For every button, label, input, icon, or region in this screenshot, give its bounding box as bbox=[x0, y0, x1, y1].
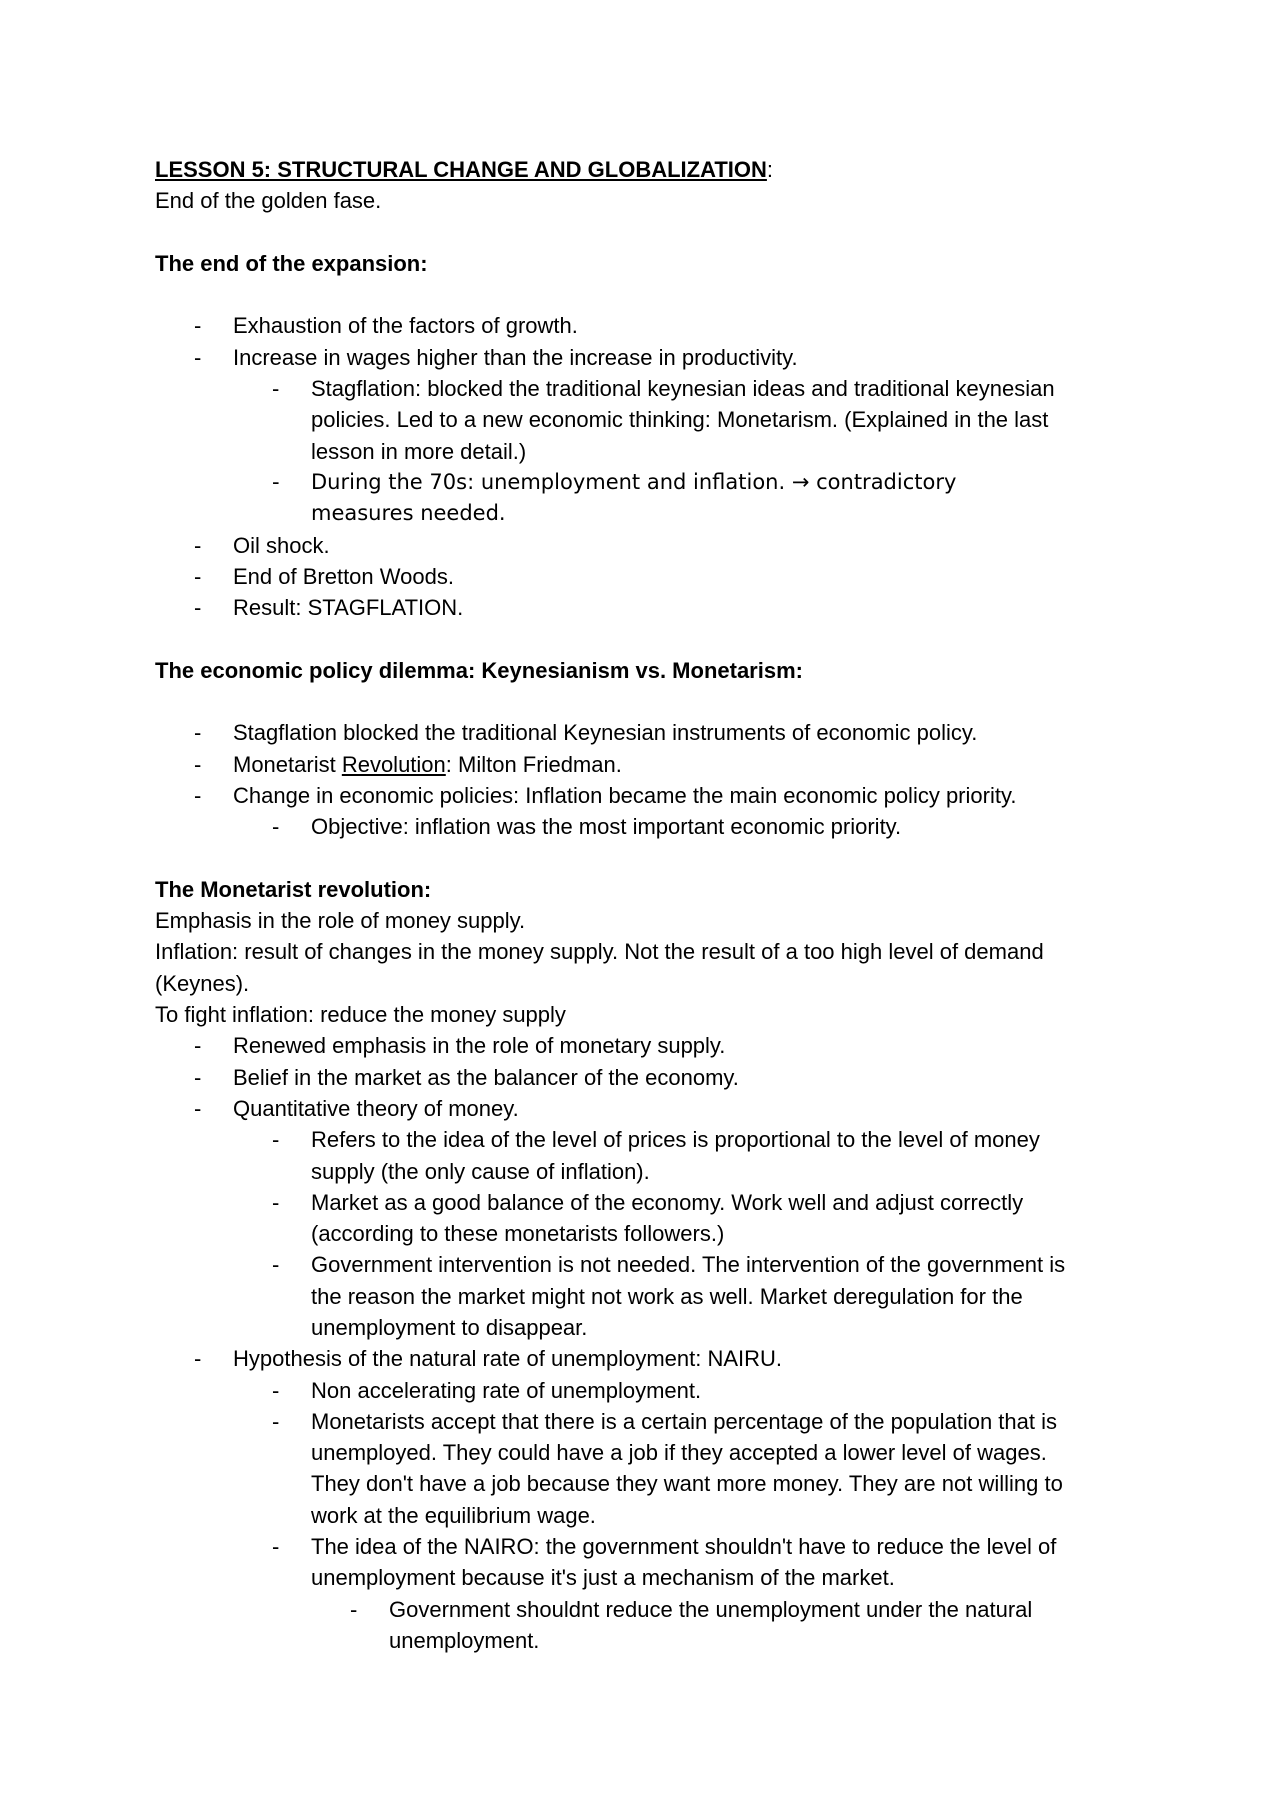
list-item-text: supply (the only cause of inflation). bbox=[311, 1158, 650, 1184]
list-item bbox=[155, 1375, 1135, 1406]
paragraph-line: Inflation: result of changes in the money supply. Not the result of a too high level of demand bbox=[155, 939, 1044, 965]
bullet-dash: - bbox=[350, 1596, 358, 1622]
list-item bbox=[155, 530, 1135, 561]
list-item-text: Result: STAGFLATION. bbox=[233, 595, 464, 621]
spacer bbox=[155, 686, 1135, 717]
bullet-dash: - bbox=[194, 720, 202, 746]
list-item bbox=[155, 592, 1135, 623]
bullet-dash: - bbox=[194, 344, 202, 370]
section-heading-end-of-expansion: The end of the expansion: bbox=[155, 250, 428, 276]
bullet-dash: - bbox=[272, 376, 280, 402]
bullet-dash: - bbox=[272, 814, 280, 840]
bullet-dash: - bbox=[272, 1408, 280, 1434]
list-item-text: Government intervention is not needed. The intervention of the government is bbox=[311, 1252, 1066, 1278]
lesson-heading: LESSON 5: STRUCTURAL CHANGE AND GLOBALIZATION bbox=[155, 157, 767, 182]
bullet-dash: - bbox=[194, 595, 202, 621]
list-item-text: Government shouldnt reduce the unemployment under the natural bbox=[389, 1596, 1033, 1622]
list-item-text: unemployment because it's just a mechanism of the market. bbox=[311, 1565, 895, 1591]
list-item-text: Stagflation: blocked the traditional keynesian ideas and traditional keynesian bbox=[311, 376, 1055, 402]
list-item-text: measures needed. bbox=[311, 501, 506, 526]
list-item bbox=[155, 1030, 1135, 1061]
section-heading-policy-dilemma: The economic policy dilemma: Keynesianism vs. Monetarism: bbox=[155, 657, 803, 683]
list-item-text: They don't have a job because they want more money. They are not willing to bbox=[311, 1471, 1063, 1497]
list-item bbox=[155, 1187, 1135, 1250]
bullet-dash: - bbox=[194, 1033, 202, 1059]
list-item-text: Stagflation blocked the traditional Keynesian instruments of economic policy. bbox=[233, 720, 978, 746]
list-item bbox=[155, 1062, 1135, 1093]
section-heading-monetarist-revolution: The Monetarist revolution: bbox=[155, 876, 432, 902]
list-item-text: (according to these monetarists followers.) bbox=[311, 1221, 725, 1247]
list-item-text: Quantitative theory of money. bbox=[233, 1095, 519, 1121]
spacer bbox=[155, 279, 1135, 310]
list-item-text: Renewed emphasis in the role of monetary supply. bbox=[233, 1033, 726, 1059]
list-item-text: the reason the market might not work as well. Market deregulation for the bbox=[311, 1283, 1023, 1309]
list-item-text: unemployment. bbox=[389, 1627, 540, 1653]
list-item bbox=[155, 467, 1135, 530]
bullet-dash: - bbox=[194, 1346, 202, 1372]
bullet-dash: - bbox=[272, 1127, 280, 1153]
document-body bbox=[155, 154, 1135, 1656]
list-item-text bbox=[233, 749, 1135, 780]
bullet-dash: - bbox=[272, 469, 280, 494]
spacer bbox=[155, 623, 1135, 654]
spacer bbox=[155, 217, 1135, 248]
list-item bbox=[155, 749, 1135, 780]
list-item-text: Exhaustion of the factors of growth. bbox=[233, 313, 578, 339]
list-item-text: Oil shock. bbox=[233, 532, 330, 558]
paragraph-line: Emphasis in the role of money supply. bbox=[155, 908, 526, 934]
text-run: : Milton Friedman. bbox=[445, 751, 622, 777]
list-item-text: Objective: inflation was the most important economic priority. bbox=[311, 814, 902, 840]
list-item-text: End of Bretton Woods. bbox=[233, 563, 454, 589]
bullet-dash: - bbox=[272, 1189, 280, 1215]
list-item bbox=[155, 1406, 1135, 1531]
lesson-title bbox=[155, 154, 1135, 185]
bullet-dash: - bbox=[194, 782, 202, 808]
list-item bbox=[155, 1531, 1135, 1594]
list-item bbox=[155, 1249, 1135, 1343]
list-item bbox=[155, 561, 1135, 592]
bullet-dash: - bbox=[194, 1095, 202, 1121]
list-item-text: lesson in more detail.) bbox=[311, 438, 527, 464]
underlined-word: Revolution bbox=[341, 751, 446, 777]
list-item bbox=[155, 1093, 1135, 1124]
paragraph-line: To fight inflation: reduce the money supply bbox=[155, 1002, 566, 1028]
bullet-dash: - bbox=[194, 532, 202, 558]
list-item bbox=[155, 1124, 1135, 1187]
list-item bbox=[155, 811, 1135, 842]
spacer bbox=[155, 843, 1135, 874]
list-item-text: Monetarists accept that there is a certain percentage of the population that is bbox=[311, 1408, 1058, 1434]
paragraph-line: (Keynes). bbox=[155, 970, 250, 996]
list-item bbox=[155, 780, 1135, 811]
bullet-dash: - bbox=[194, 751, 202, 777]
list-item-text: Hypothesis of the natural rate of unemployment: NAIRU. bbox=[233, 1346, 783, 1372]
list-item bbox=[155, 717, 1135, 748]
list-item-text: unemployed. They could have a job if they accepted a lower level of wages. bbox=[311, 1440, 1047, 1466]
list-item bbox=[155, 1594, 1135, 1657]
list-item-text: unemployment to disappear. bbox=[311, 1314, 588, 1340]
heading-colon: : bbox=[766, 157, 774, 182]
list-item bbox=[155, 373, 1135, 467]
text-run: Monetarist bbox=[233, 751, 342, 777]
list-item-text: Change in economic policies: Inflation became the main economic policy priority. bbox=[233, 782, 1017, 808]
bullet-dash: - bbox=[272, 1377, 280, 1403]
list-item-text: policies. Led to a new economic thinking: Monetarism. (Explained in the last bbox=[311, 407, 1049, 433]
list-item bbox=[155, 310, 1135, 341]
list-item bbox=[155, 1343, 1135, 1374]
list-item-text: The idea of the NAIRO: the government shouldn't have to reduce the level of bbox=[311, 1534, 1057, 1560]
list-item-text: Non accelerating rate of unemployment. bbox=[311, 1377, 702, 1403]
bullet-dash: - bbox=[272, 1252, 280, 1278]
bullet-dash: - bbox=[194, 313, 202, 339]
lesson-subtitle: End of the golden fase. bbox=[155, 188, 382, 214]
list-item bbox=[155, 342, 1135, 373]
bullet-dash: - bbox=[194, 1064, 202, 1090]
list-item-text: Market as a good balance of the economy. Work well and adjust correctly bbox=[311, 1189, 1024, 1215]
list-item-text: work at the equilibrium wage. bbox=[311, 1502, 596, 1528]
list-item-text: Belief in the market as the balancer of the economy. bbox=[233, 1064, 739, 1090]
bullet-dash: - bbox=[272, 1534, 280, 1560]
list-item-text: Increase in wages higher than the increase in productivity. bbox=[233, 344, 798, 370]
list-item-text: Refers to the idea of the level of prices is proportional to the level of money bbox=[311, 1127, 1040, 1153]
list-item-text: During the 70s: unemployment and inflation. → contradictory bbox=[311, 469, 957, 494]
bullet-dash: - bbox=[194, 563, 202, 589]
